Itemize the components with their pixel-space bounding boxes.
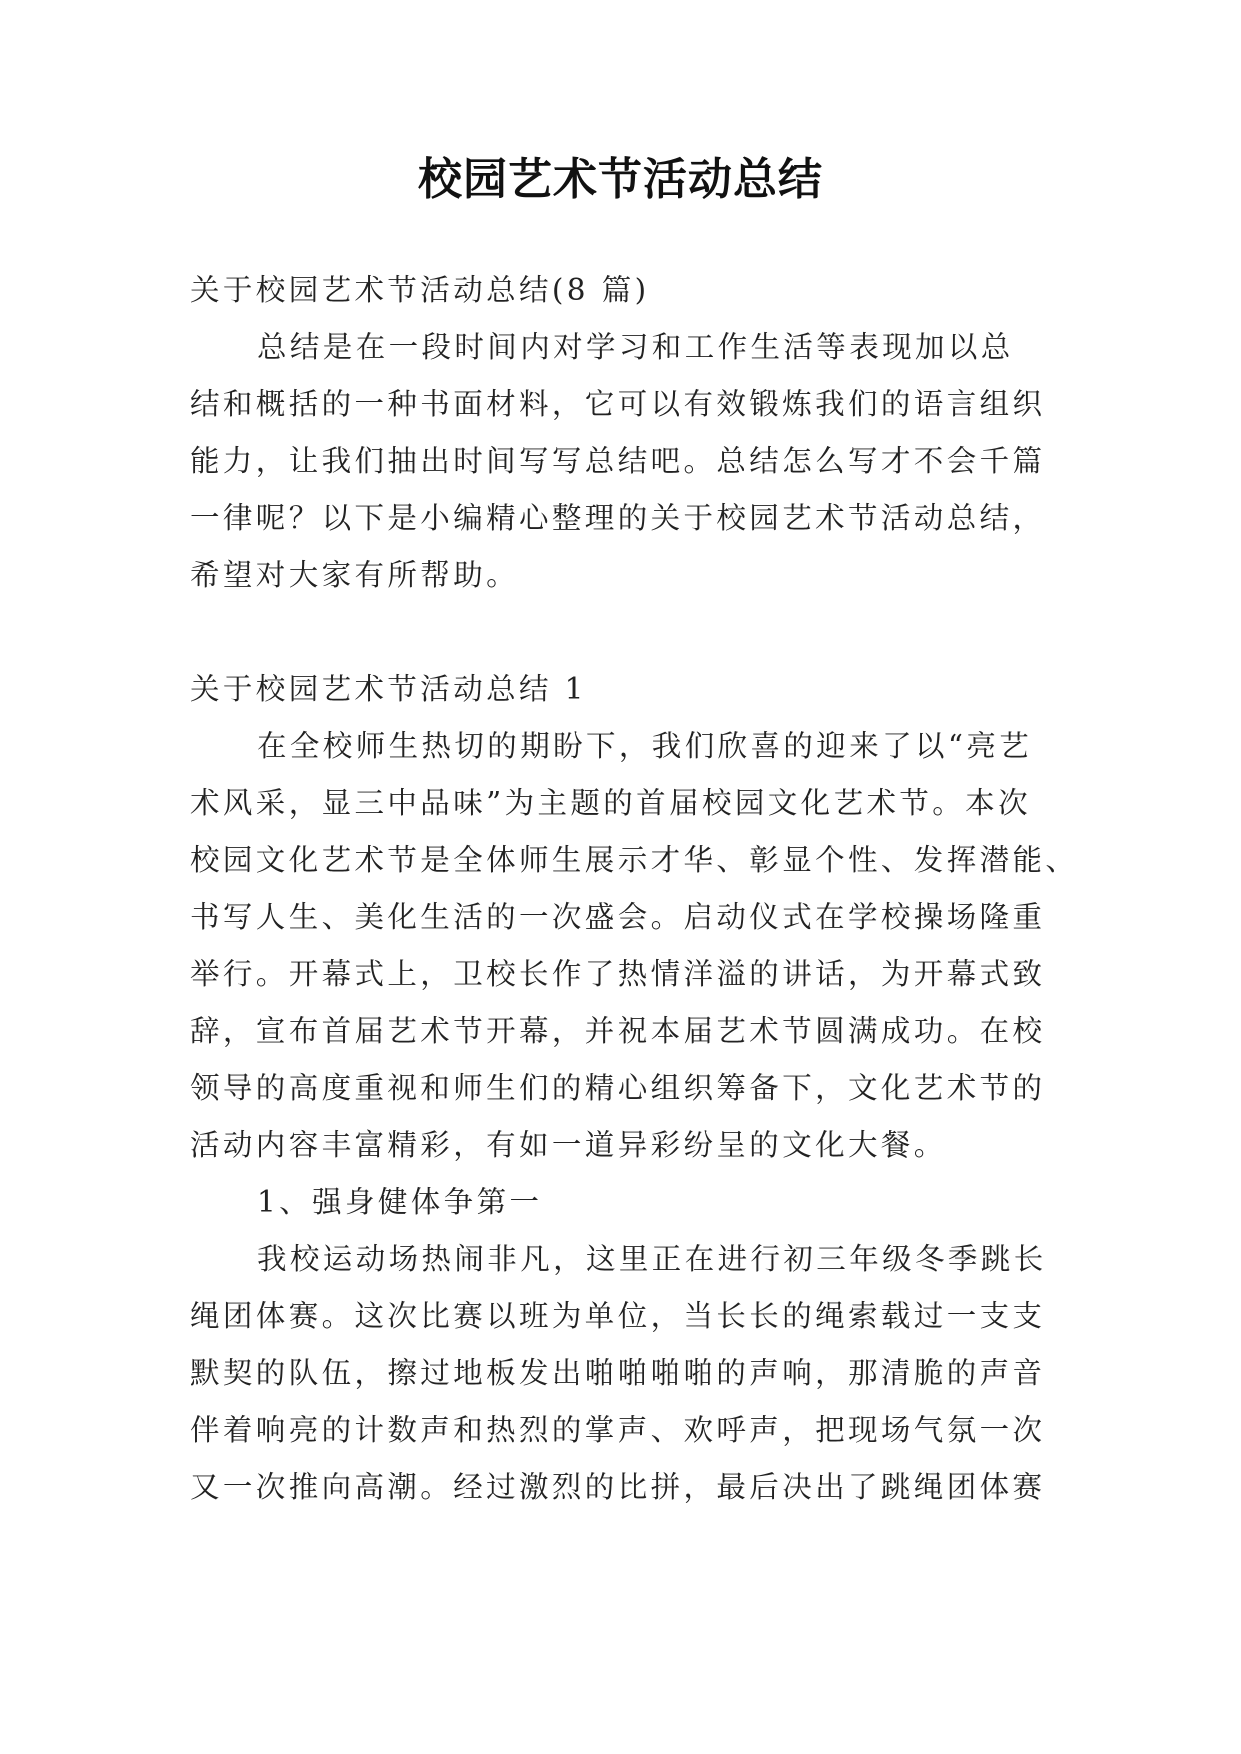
section1-line: 书写人生、美化生活的一次盛会。启动仪式在学校操场隆重 [190, 900, 1046, 934]
section1-line: 在全校师生热切的期盼下，我们欣喜的迎来了以“亮艺 [257, 729, 1033, 763]
subtitle: 关于校园艺术节活动总结(8 篇) [190, 273, 650, 307]
intro-line: 结和概括的一种书面材料，它可以有效锻炼我们的语言组织 [190, 387, 1046, 421]
intro-line: 希望对大家有所帮助。 [190, 558, 520, 592]
section1-line: 辞，宣布首届艺术节开幕，并祝本届艺术节圆满成功。在校 [190, 1014, 1046, 1048]
section1-line: 活动内容丰富精彩，有如一道异彩纷呈的文化大餐。 [190, 1128, 947, 1162]
item1-line: 我校运动场热闹非凡，这里正在进行初三年级冬季跳长 [257, 1242, 1047, 1276]
intro-line: 一律呢？以下是小编精心整理的关于校园艺术节活动总结， [190, 501, 1046, 535]
section-heading: 关于校园艺术节活动总结 1 [190, 672, 587, 706]
paragraph-spacer [190, 604, 1066, 661]
intro-line: 总结是在一段时间内对学习和工作生活等表现加以总 [257, 330, 1014, 364]
item1-line: 又一次推向高潮。经过激烈的比拼，最后决出了跳绳团体赛 [190, 1470, 1046, 1504]
item1-line: 伴着响亮的计数声和热烈的掌声、欢呼声，把现场气氛一次 [190, 1413, 1046, 1447]
section1-line: 术风采，显三中品味”为主题的首届校园文化艺术节。本次 [190, 786, 1031, 820]
item-heading: 1、强身健体争第一 [257, 1185, 543, 1219]
section1-line: 领导的高度重视和师生们的精心组织筹备下，文化艺术节的 [190, 1071, 1046, 1105]
item1-line: 默契的队伍，擦过地板发出啪啪啪啪的声响，那清脆的声音 [190, 1356, 1046, 1390]
section1-line: 举行。开幕式上，卫校长作了热情洋溢的讲话，为开幕式致 [190, 957, 1046, 991]
section1-line: 校园文化艺术节是全体师生展示才华、彰显个性、发挥潜能、 [190, 843, 1079, 877]
document-body [190, 262, 1079, 1516]
item1-line: 绳团体赛。这次比赛以班为单位，当长长的绳索载过一支支 [190, 1299, 1046, 1333]
intro-line: 能力，让我们抽出时间写写总结吧。总结怎么写才不会千篇 [190, 444, 1046, 478]
document-title: 校园艺术节活动总结 [418, 154, 823, 205]
